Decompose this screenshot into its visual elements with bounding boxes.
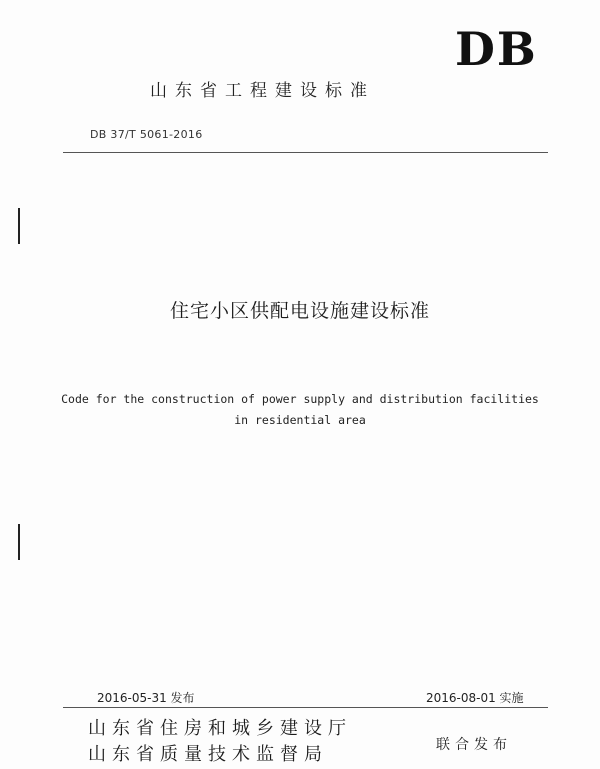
effective-date: 2016-08-01 实施 <box>426 691 524 705</box>
issuer-line-2: 山东省质量技术监督局 <box>88 744 328 765</box>
standard-code-number: DB 37/T 5061-2016 <box>90 128 203 141</box>
top-divider <box>63 152 548 153</box>
binding-mark-bottom <box>18 524 20 560</box>
english-title <box>30 389 570 431</box>
joint-issue-label: 联合发布 <box>436 737 512 753</box>
issuer-line-1: 山东省住房和城乡建设厅 <box>88 718 352 739</box>
issue-date: 2016-05-31 发布 <box>97 691 195 705</box>
binding-mark-top <box>18 208 20 244</box>
main-title: 住宅小区供配电设施建设标准 <box>169 300 430 322</box>
db-logo: DB <box>455 22 538 76</box>
bottom-divider <box>63 707 548 708</box>
series-title: 山东省工程建设标准 <box>150 81 375 101</box>
english-title-line-2: in residential area <box>234 413 366 427</box>
english-title-line-1: Code for the construction of power supply and distribution facilities <box>61 392 539 406</box>
